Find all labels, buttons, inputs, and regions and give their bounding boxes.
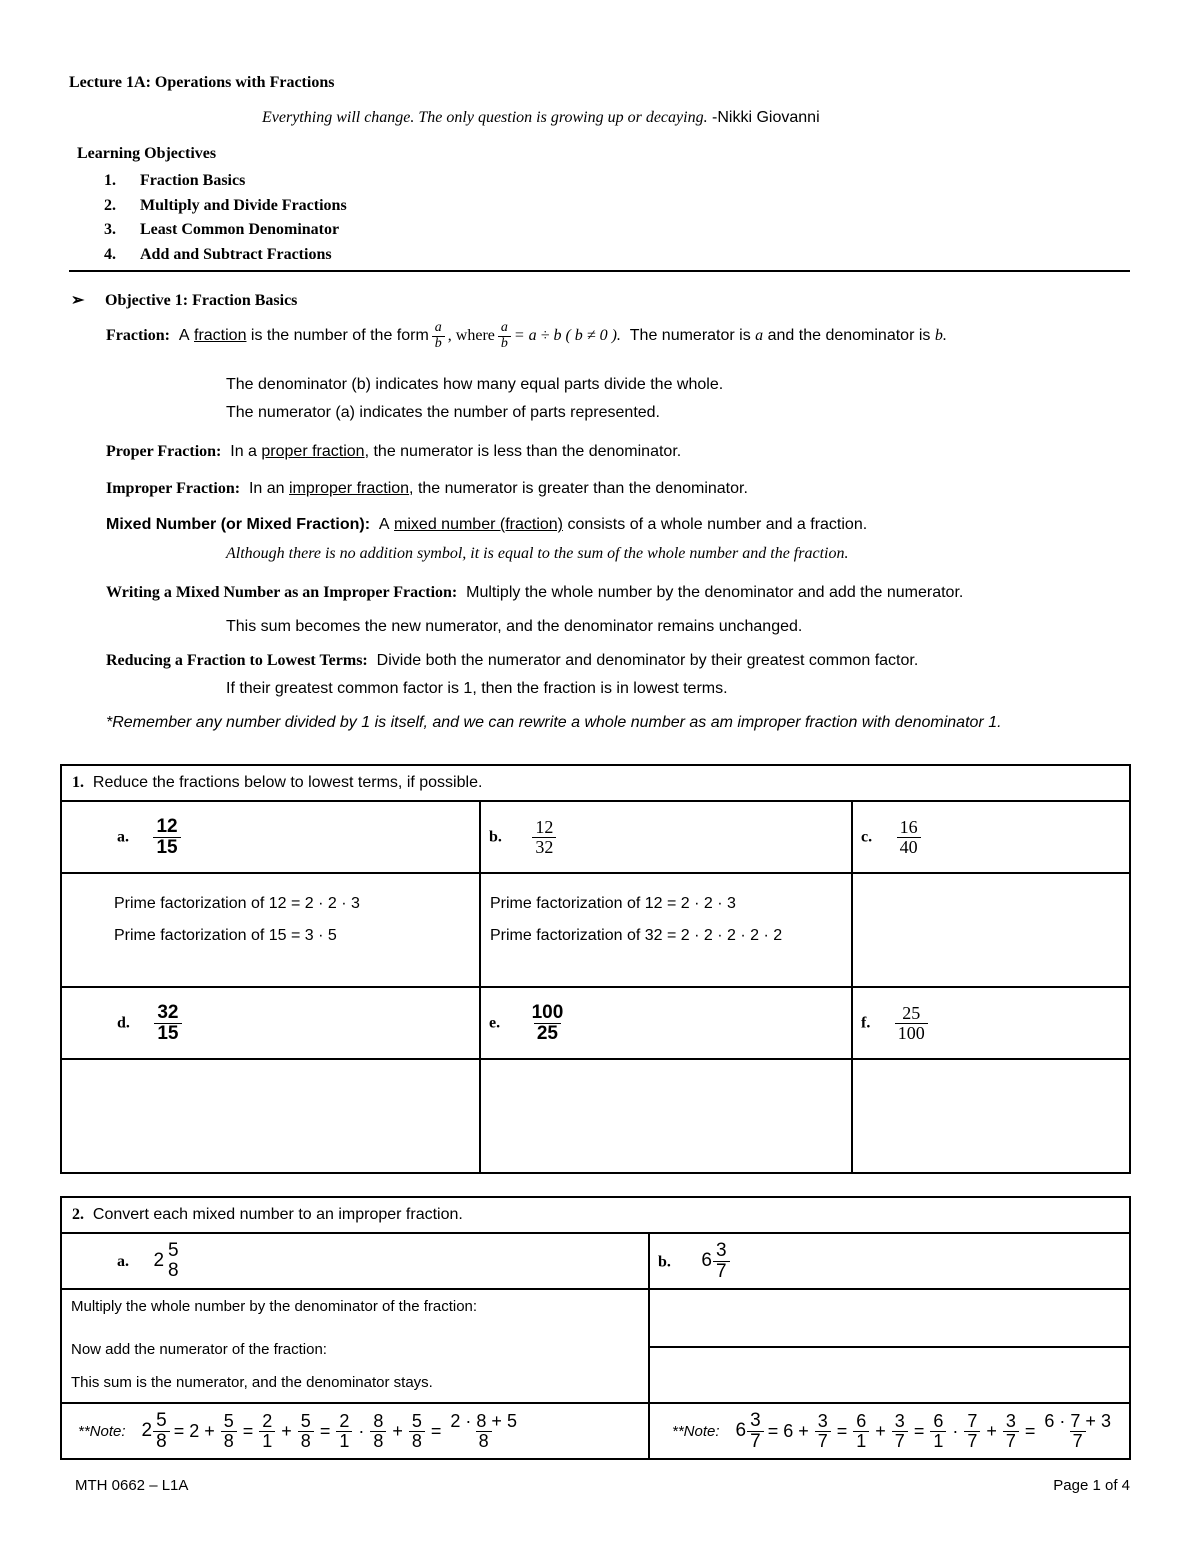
step-multiply: Multiply the whole number by the denominator of the fraction: [71,1298,478,1315]
remember-note: *Remember any number divided by 1 is itself, and we can rewrite a whole number as am improper fraction with denominator 1. [106,714,1002,731]
objectives-heading: Learning Objectives [77,145,217,162]
problem1-item-a: a. $\frac{12}{15}$ [61,801,480,873]
work-cell-e[interactable] [480,1059,852,1173]
fraction-form: $\frac{a}{b}$ [432,321,445,351]
footer-page-number: Page 1 of 4 [1053,1477,1130,1494]
prime-factorization-12: Prime factorization of 12 = 2 · 2 · 3 [114,895,360,912]
fraction-definition [106,315,947,357]
problem1-item-b: b. $\frac{12}{32}$ [480,801,852,873]
fraction-form: $\frac{a}{b}$ [498,321,511,351]
objective-item: 2. Multiply and Divide Fractions [104,196,347,214]
text: , where [447,327,495,344]
quote [262,109,820,127]
problem1-item-e: e. $\frac{100}{25}$ [480,987,852,1059]
proper-definition: Proper Fraction: In a proper fraction, the numerator is less than the denominator. [106,443,682,460]
footer-course: MTH 0662 – L1A [75,1477,189,1494]
text: and the denominator is [767,327,931,344]
step-add: Now add the numerator of the fraction: [71,1341,327,1358]
prime-factorization-32: Prime factorization of 32 = 2 · 2 · 2 · 2 · 2 [490,927,783,944]
objective-item: 3. Least Common Denominator [104,221,340,238]
problem1-item-f: f. $\frac{25}{100}$ [852,987,1130,1059]
work-cell-b[interactable] [480,873,852,987]
formula: = a ÷ b ( b ≠ 0 ). [513,327,621,344]
section-divider [69,270,1130,272]
problem1-table [60,764,1131,1174]
prime-factorization-12: Prime factorization of 12 = 2 · 2 · 3 [490,895,736,912]
reducing-definition: Reducing a Fraction to Lowest Terms: Divide both the numerator and denominator by their greatest common factor. [106,652,919,669]
answer-add-box[interactable] [650,1348,1129,1402]
term-fraction: Fraction: [106,327,170,344]
var: a [755,327,764,344]
step-result: This sum is the numerator, and the denominator stays. [71,1374,433,1391]
problem1-item-d: d. $\frac{32}{15}$ [61,987,480,1059]
problem2-item-a: a. 2 5 8 [61,1233,649,1289]
objective1-heading: ➢ Objective 1: Fraction Basics [71,292,298,309]
page-title: Lecture 1A: Operations with Fractions [69,74,335,91]
problem2-table [60,1196,1131,1460]
problem2-instruction: 2. Convert each mixed number to an improper fraction. [61,1197,1130,1233]
answer-multiply-box[interactable] [650,1290,1129,1348]
writing-definition: Writing a Mixed Number as an Improper Fraction: Multiply the whole number by the denominator and add the numerator. [106,584,964,601]
text: A [178,327,190,344]
mixed-note: Although there is no addition symbol, it is equal to the sum of the whole number and the fraction. [226,545,849,562]
note-a: **Note: 2 $\frac{5}{8}$ = 2 + $\frac{5}{8}$ = $\frac{2}{1}$ + $\frac{5}{8}$ = $\frac{2}{1}$ · $\frac{8}{8}$ + $\frac{5}{8}$ = $\frac{2 \cdot 8 + 5}{8}$ [61,1403,649,1459]
text: is the number of the form [250,327,429,344]
writing-line2: This sum becomes the new numerator, and the denominator remains unchanged. [226,618,803,635]
problem1-item-c: c. $\frac{16}{40}$ [852,801,1130,873]
var: b. [934,327,947,344]
quote-text: Everything will change. The only question is growing up or decaying. [262,109,708,126]
work-cell-d[interactable] [61,1059,480,1173]
work-cell-c[interactable] [852,873,1130,987]
denominator-line: The denominator (b) indicates how many equal parts divide the whole. [226,376,724,393]
steps-cell [61,1289,649,1403]
reducing-line2: If their greatest common factor is 1, then the fraction is in lowest terms. [226,680,728,697]
steps-answer-cell [649,1289,1130,1403]
problem2-item-b: b. 6 $\frac{3}{7}$ [649,1233,1130,1289]
note-b: **Note: 6 $\frac{3}{7}$ = 6 + $\frac{3}{7}$ = $\frac{6}{1}$ + $\frac{3}{7}$ = $\frac{6}{1}$ · $\frac{7}{7}$ + $\frac{3}{7}$ = $\frac{6 \cdot 7 + 3}{7}$ [649,1403,1130,1459]
work-cell-a[interactable] [61,873,480,987]
quote-author: -Nikki Giovanni [712,109,820,126]
objective-item: 1. Fraction Basics [104,172,246,189]
prime-factorization-15: Prime factorization of 15 = 3 · 5 [114,927,337,944]
arrow-bullet-icon: ➢ [71,292,85,309]
numerator-line: The numerator (a) indicates the number of parts represented. [226,404,660,421]
work-cell-f[interactable] [852,1059,1130,1173]
improper-definition: Improper Fraction: In an improper fraction, the numerator is greater than the denominator. [106,480,748,497]
objectives-list [104,169,347,267]
problem1-instruction: 1. Reduce the fractions below to lowest terms, if possible. [61,765,1130,801]
text: The numerator is [629,327,751,344]
objective-item: 4. Add and Subtract Fractions [104,245,332,263]
mixed-definition: Mixed Number (or Mixed Fraction): A mixed number (fraction) consists of a whole number and a fraction. [106,516,868,533]
term-link: fraction [194,327,247,344]
